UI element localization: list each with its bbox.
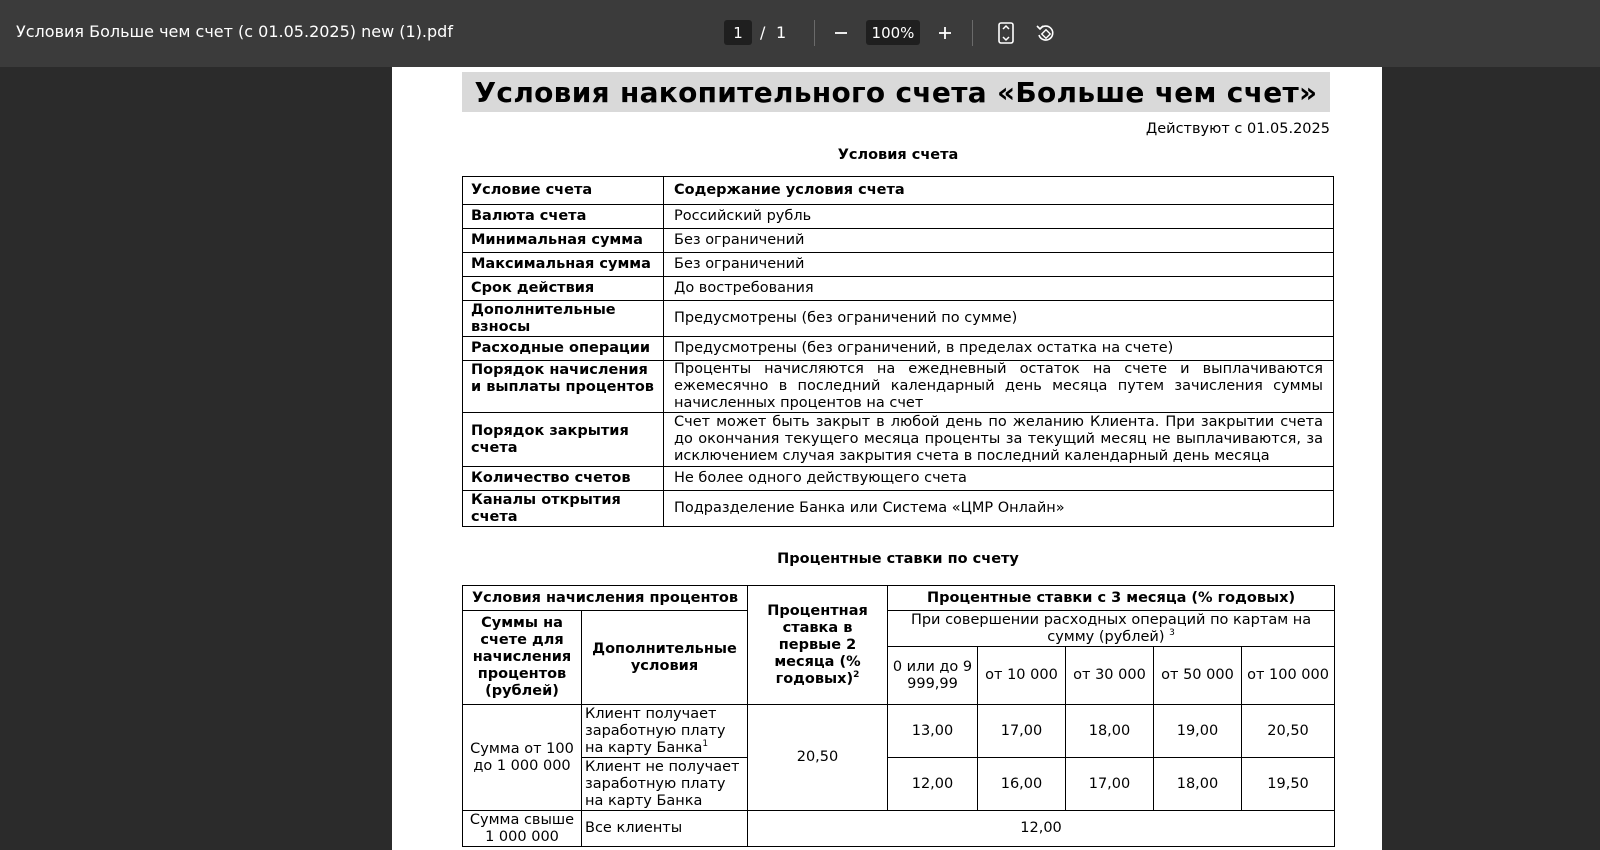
rate-cell: 18,00: [1066, 705, 1154, 758]
section-title-terms: Условия счета: [837, 147, 959, 163]
table-header-cell: Содержание условия счета: [664, 177, 1334, 205]
table-row: [463, 301, 1334, 337]
zoom-level[interactable]: 100%: [866, 20, 920, 45]
tier-header: от 10 000: [978, 647, 1066, 705]
tier-header: от 100 000: [1242, 647, 1335, 705]
header-first2-text: Процентная ставка в первые 2 месяца (% годовых): [767, 602, 868, 687]
sum-range-cell: Сумма от 100 до 1 000 000: [463, 705, 582, 811]
term-value: Без ограничений: [664, 253, 1334, 277]
term-value: Счет может быть закрыт в любой день по желанию Клиента. При закрытии счета до окончания текущего месяца проценты за текущий месяц не выплачиваются, за исключением случая закрытия счета в последний календарный день месяца: [664, 413, 1334, 467]
table-row: [463, 177, 1334, 205]
plus-icon: [937, 25, 953, 41]
rate-cell: 12,00: [888, 758, 978, 811]
rate-cell: 19,50: [1242, 758, 1335, 811]
sum-range-cell: Сумма свыше 1 000 000: [463, 811, 582, 847]
term-value: Предусмотрены (без ограничений, в пределах остатка на счете): [664, 337, 1334, 361]
zoom-out-button[interactable]: [827, 19, 855, 47]
table-row: [463, 205, 1334, 229]
table-header-cell: Условие счета: [463, 177, 664, 205]
rate-cell: 16,00: [978, 758, 1066, 811]
header-conditions: Условия начисления процентов: [463, 586, 748, 611]
term-key: Валюта счета: [463, 205, 664, 229]
section-title-rates: Процентные ставки по счету: [777, 551, 1019, 567]
footnote-marker: 3: [1169, 627, 1175, 638]
tier-header: от 50 000: [1154, 647, 1242, 705]
table-row: [463, 586, 1335, 611]
rotate-icon: [1035, 22, 1057, 44]
term-key: Максимальная сумма: [463, 253, 664, 277]
rate-cell: 17,00: [978, 705, 1066, 758]
rate-cell: 18,00: [1154, 758, 1242, 811]
rate-cell: 19,00: [1154, 705, 1242, 758]
table-row: [463, 705, 1335, 758]
toolbar-divider: [814, 20, 815, 46]
table-row: [463, 277, 1334, 301]
rate-cell: 13,00: [888, 705, 978, 758]
header-extra: Дополнительные условия: [582, 611, 748, 705]
footnote-marker: 1: [702, 738, 709, 749]
rate-cell: 12,00: [748, 811, 1335, 847]
page-number-input[interactable]: [724, 20, 752, 45]
table-row: [463, 361, 1334, 413]
condition-cell: Клиент не получает заработную плату на карту Банка: [582, 758, 748, 811]
term-key: Порядок закрытия счета: [463, 413, 664, 467]
term-value: Не более одного действующего счета: [664, 467, 1334, 491]
rates-table: [462, 585, 1335, 847]
table-row: [463, 229, 1334, 253]
table-row: [463, 467, 1334, 491]
term-key: Количество счетов: [463, 467, 664, 491]
term-value: Проценты начисляются на ежедневный остаток на счете и выплачиваются ежемесячно в последний календарный день месяца путем зачисления суммы начисленных процентов на счет: [664, 361, 1334, 413]
pdf-page: [392, 67, 1382, 850]
toolbar-divider: [972, 20, 973, 46]
fit-page-button[interactable]: [992, 19, 1020, 47]
first2-rate-cell: 20,50: [748, 705, 888, 811]
table-row: [463, 413, 1334, 467]
term-value: До востребования: [664, 277, 1334, 301]
term-key: Срок действия: [463, 277, 664, 301]
zoom-in-button[interactable]: [931, 19, 959, 47]
table-row: [463, 337, 1334, 361]
term-key: Минимальная сумма: [463, 229, 664, 253]
term-key: Каналы открытия счета: [463, 491, 664, 527]
condition-text: Клиент получает заработную плату на карту Банка: [585, 705, 726, 756]
header-card-ops: [888, 611, 1335, 647]
table-row: [463, 811, 1335, 847]
term-key: Порядок начисления и выплаты процентов: [463, 361, 664, 413]
table-row: [463, 253, 1334, 277]
rate-cell: 20,50: [1242, 705, 1335, 758]
header-from3: Процентные ставки с 3 месяца (% годовых): [888, 586, 1335, 611]
term-value: Подразделение Банка или Система «ЦМР Онлайн»: [664, 491, 1334, 527]
table-row: [463, 491, 1334, 527]
viewer-toolbar: [0, 0, 1600, 67]
table-row: [463, 611, 1335, 647]
term-value: Российский рубль: [664, 205, 1334, 229]
header-first2: [748, 586, 888, 705]
term-key: Дополнительные взносы: [463, 301, 664, 337]
rate-cell: 17,00: [1066, 758, 1154, 811]
table-row: [463, 758, 1335, 811]
tier-header: 0 или до 9 999,99: [888, 647, 978, 705]
header-sums: Суммы на счете для начисления процентов (рублей): [463, 611, 582, 705]
condition-cell: [582, 705, 748, 758]
minus-icon: [833, 25, 849, 41]
effective-date: Действуют с 01.05.2025: [1145, 121, 1330, 137]
term-key: Расходные операции: [463, 337, 664, 361]
term-value: Предусмотрены (без ограничений по сумме): [664, 301, 1334, 337]
document-heading: Условия накопительного счета «Больше чем счет»: [462, 72, 1330, 112]
page-total: 1: [776, 23, 787, 42]
tier-header: от 30 000: [1066, 647, 1154, 705]
footnote-marker: 2: [853, 669, 860, 680]
page-separator: /: [760, 23, 766, 42]
header-card-ops-text: При совершении расходных операций по картам на сумму (рублей): [910, 611, 1312, 645]
terms-table: [462, 176, 1334, 527]
rotate-button[interactable]: [1032, 19, 1060, 47]
term-value: Без ограничений: [664, 229, 1334, 253]
fit-page-icon: [997, 22, 1015, 44]
condition-cell: Все клиенты: [582, 811, 748, 847]
document-title: Условия Больше чем счет (с 01.05.2025) new (1).pdf: [16, 22, 453, 41]
